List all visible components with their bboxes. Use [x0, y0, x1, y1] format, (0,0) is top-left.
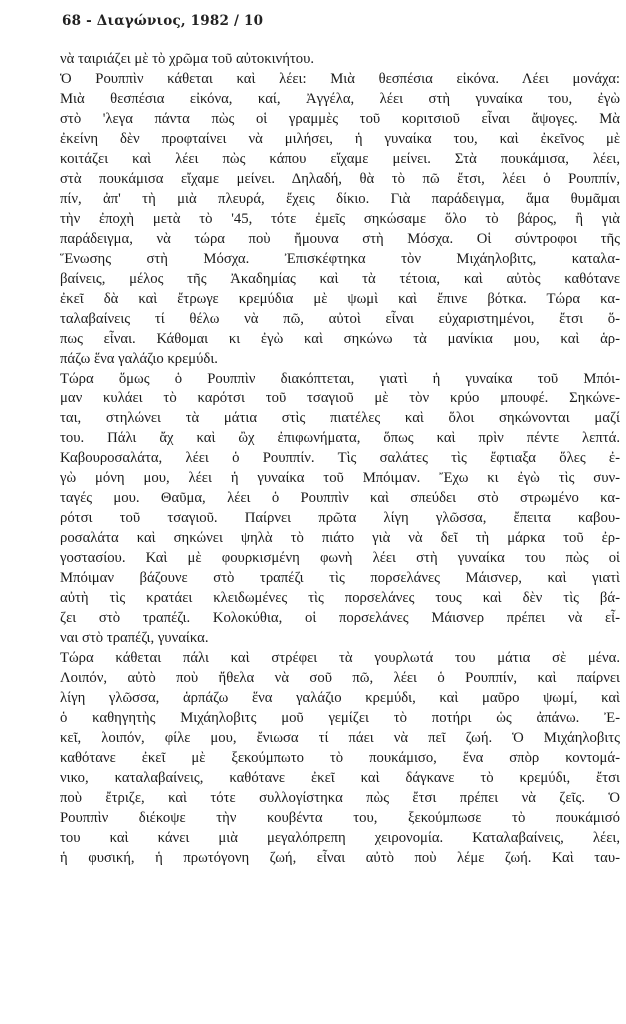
text-line: κοιτάζει καὶ λέει πὼς κάπου εἴχαμε μείνει. Στὰ πουκάμισα, λέει, — [60, 150, 620, 167]
text-line: Μιὰ θεσπέσια εἰκόνα, καί, Ἀγγέλα, λέει στὴ γυναίκα του, ἐγὼ — [60, 90, 620, 107]
text-line: ποὺ ἔτριζε, καὶ τότε συλλογίστηκα πὼς ἔτσι πρέπει νὰ ζεῖς. Ὁ — [60, 789, 620, 806]
text-line: ρότσι τοῦ τσαγιοῦ. Παίρνει πρῶτα λίγη γλῶσσα, ἔπειτα καβου- — [60, 510, 620, 527]
text-line: ναι στὸ τραπέζι, γυναίκα. — [60, 630, 209, 647]
text-line: Καβουροσαλάτα, λέει ὁ Ρουππίν. Τὶς σαλάτες τὶς ἔφτιαξα ὅλες ἐ- — [60, 450, 620, 467]
text-line: πίν, ἀπ' τὴ μιὰ πλευρά, ἔχεις δίκιο. Γιὰ παράδειγμα, ἅμα θυμᾶμαι — [60, 190, 620, 207]
body-text — [60, 50, 620, 869]
text-line: του καὶ κάνει μιὰ μεγαλόπρεπη χειρονομία. Καταλαβαίνεις, λέει, — [60, 829, 620, 846]
text-line: μαν κυλάει τὸ καρότσι τοῦ τσαγιοῦ μὲ τὸν κρύο μπουφέ. Σηκώνε- — [60, 390, 620, 407]
text-line: πως εἶναι. Κάθομαι κι ἐγὼ καὶ σηκώνω τὰ μανίκια μου, καὶ ἁρ- — [60, 330, 620, 347]
text-line: ἡ φυσική, ἡ πρωτόγονη ζωή, εἶναι αὐτὸ ποὺ λέμε ζωή. Καὶ ταυ- — [60, 849, 620, 866]
text-line: ἐκείνη δὲν προφταίνει νὰ μιλήσει, ἡ γυναίκα του, καὶ ἐκεῖνος μὲ — [60, 130, 620, 147]
text-line: βαίνεις, μέλος τῆς Ἀκαδημίας καὶ τὰ τέτοια, καὶ αὐτὸς καθότανε — [60, 270, 620, 287]
text-line: ἐκεῖ δὰ καὶ ἔτρωγε κρεμύδια μὲ ψωμὶ καὶ ἔπινε βότκα. Τώρα κα- — [60, 290, 620, 307]
text-line: ροσαλάτα καὶ σηκώνει ψηλὰ τὸ πιάτο γιὰ νὰ δεῖ τὴ μάρκα τοῦ ἐρ- — [60, 530, 620, 547]
text-line: Τώρα ὅμως ὁ Ρουππὶν διακόπτεται, γιατὶ ἡ γυναίκα τοῦ Μπόι- — [60, 370, 620, 387]
text-line: νικο, καταλαβαίνεις, καθότανε ἐκεῖ καὶ δάγκανε τὸ κρεμύδι, ἔτσι — [60, 769, 620, 786]
text-line: ται, στηλώνει τὰ μάτια στὶς πιατέλες καὶ ὅλοι σηκώνονται μαζί — [60, 410, 620, 427]
text-line: πάζω ἕνα γαλάζιο κρεμύδι. — [60, 350, 218, 367]
text-line: Τώρα κάθεται πάλι καὶ στρέφει τὰ γουρλωτά του μάτια σὲ μένα. — [60, 650, 620, 667]
text-line: Μπόιμαν βάζουνε στὸ τραπέζι τὶς πορσελάνες Μάισνερ, καὶ γιατὶ — [60, 570, 620, 587]
text-line: Λοιπόν, αὐτὸ ποὺ ἤθελα νὰ σοῦ πῶ, λέει ὁ Ρουππίν, καὶ παίρνει — [60, 670, 620, 687]
text-line: τὴν ἐποχὴ μετὰ τὸ '45, τότε ἐμεῖς σηκώσαμε ὅλο τὸ βάρος, ἢ γιὰ — [60, 210, 620, 227]
text-line: καθότανε ἐκεῖ μὲ ξεκούμπωτο τὸ πουκάμισο, ἕνα σπὸρ κοντομά- — [60, 749, 620, 766]
text-line: παράδειγμα, νὰ τώρα ποὺ ἤμουνα στὴ Μόσχα. Οἱ σύντροφοι τῆς — [60, 230, 620, 247]
text-line: ὁ καθηγητὴς Μιχάηλοβιτς μοῦ γεμίζει τὸ ποτήρι ὡς ἀπάνω. Ἐ- — [60, 709, 620, 726]
page-header: 68 - Διαγώνιος, 1982 / 10 — [62, 13, 264, 29]
text-line: του. Πάλι ἄχ καὶ ὢχ ἐπιφωνήματα, ὅπως καὶ πρὶν πέντε λεπτά. — [60, 430, 620, 447]
text-line: αὐτὴ τὶς κρατάει κλειδωμένες τὶς πορσελάνες τους καὶ δὲν τὶς βά- — [60, 590, 620, 607]
text-line: νὰ ταιριάζει μὲ τὸ χρῶμα τοῦ αὐτοκινήτου. — [60, 51, 315, 67]
text-line: γὼ μόνη μου, λέει ἡ γυναίκα τοῦ Μπόιμαν. Ἔχω κι ἐγὼ τὶς συν- — [60, 470, 620, 487]
text-line: στὸ 'λεγα πάντα πὼς οἱ γραμμὲς τοῦ κοριτσιοῦ εἶναι ἄψογες. Μὰ — [60, 110, 620, 127]
text-line: λίγη γλῶσσα, ἁρπάζω ἕνα γαλάζιο κρεμύδι, καὶ μαῦρο ψωμί, καὶ — [60, 690, 620, 706]
text-line: Ρουππὶν διέκοψε τὴν κουβέντα του, ξεκούμπωσε τὸ πουκάμισό — [60, 809, 620, 826]
text-line: στὰ πουκάμισα εἴχαμε μείνει. Δηλαδή, θὰ τὸ πῶ ἔτσι, λέει ὁ Ρουππίν, — [60, 170, 620, 187]
text-line: ζει στὸ τραπέζι. Κολοκύθια, οἱ πορσελάνες Μάισνερ πρέπει νὰ εἶ- — [60, 610, 620, 627]
text-line: Ἕνωσης στὴ Μόσχα. Ἐπισκέφτηκα τὸν Μιχάηλοβιτς, καταλα- — [60, 250, 620, 267]
text-line: γοστασίου. Καὶ μὲ φουρκισμένη φωνὴ λέει στὴ γυναίκα του πὼς οἱ — [60, 550, 620, 567]
text-line: ταγές μου. Θαῦμα, λέει ὁ Ρουππὶν καὶ σπεύδει στὸ στρωμένο κα- — [60, 490, 620, 507]
text-line: ταλαβαίνεις τί θέλω νὰ πῶ, αὐτοὶ εἶναι εὐχαριστημένοι, ἔτσι ὅ- — [60, 310, 620, 327]
text-line: Ὁ Ρουππὶν κάθεται καὶ λέει: Μιὰ θεσπέσια εἰκόνα. Λέει μονάχα: — [60, 70, 620, 87]
text-line: κεῖ, λοιπόν, φίλε μου, ἔνιωσα τί πάει νὰ πεῖ ζωή. Ὁ Μιχάηλοβιτς — [60, 729, 620, 746]
